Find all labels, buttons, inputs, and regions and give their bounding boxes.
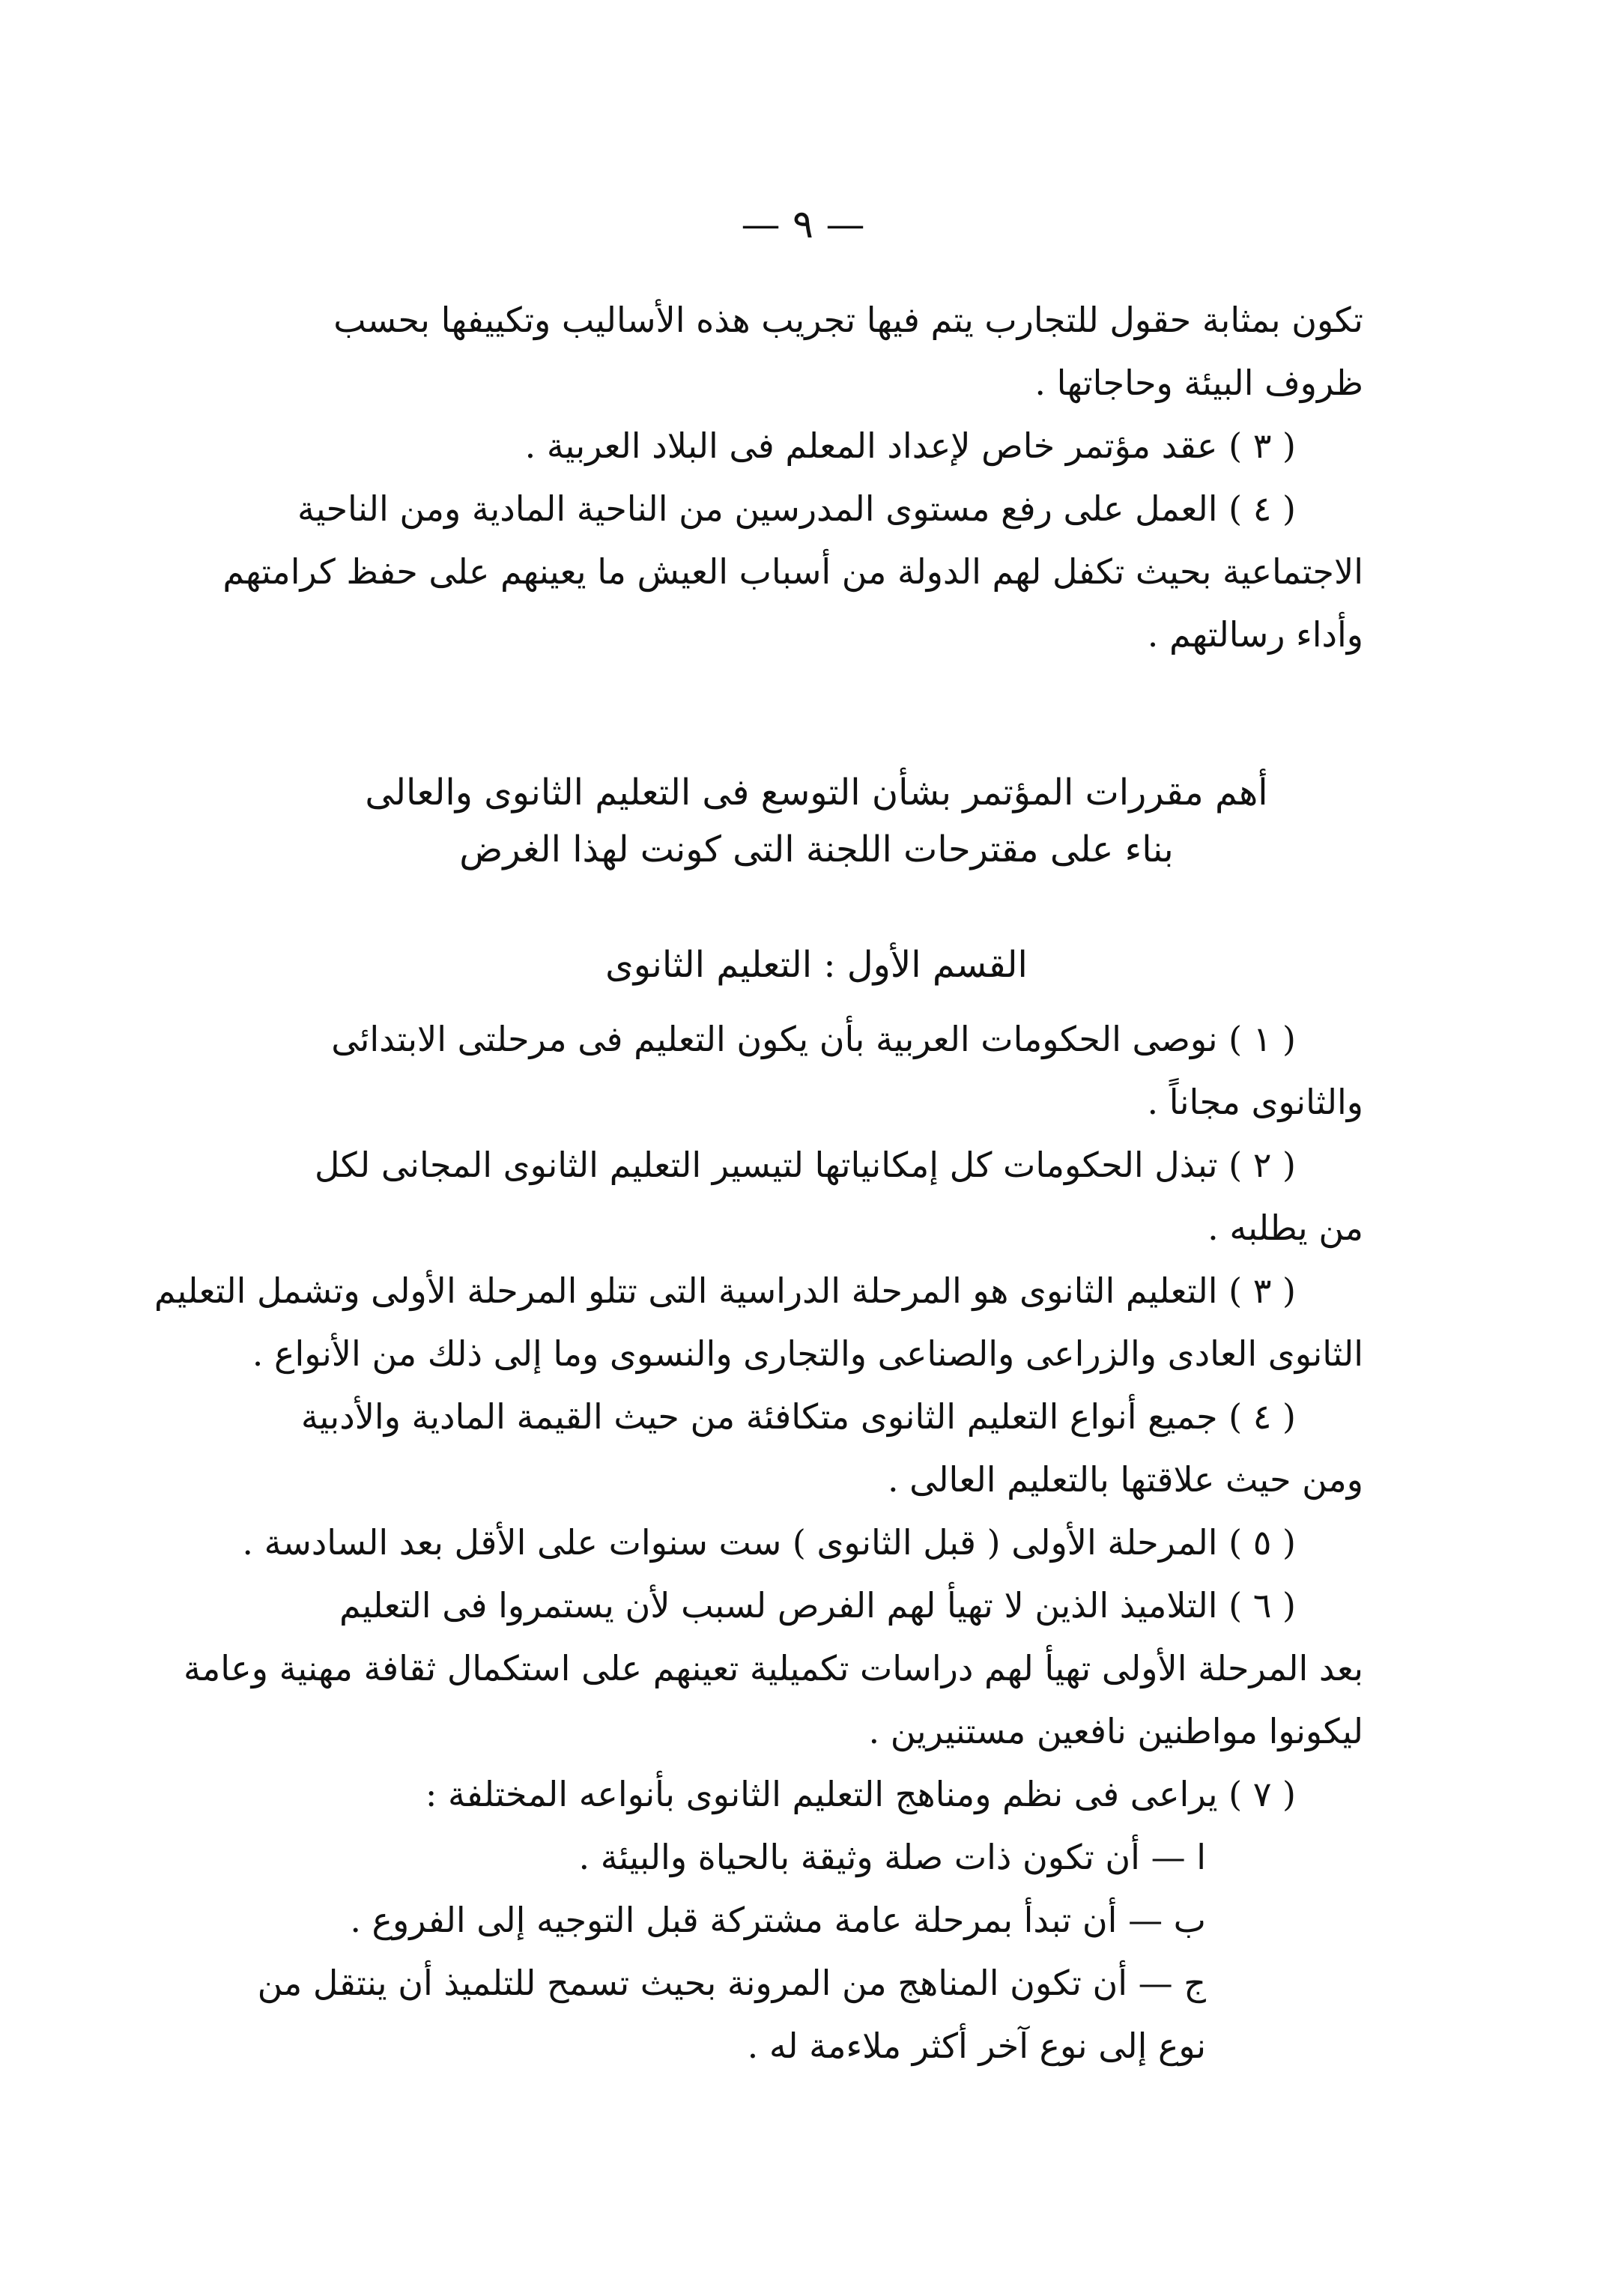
paragraph-line: والثانوى مجاناً . bbox=[1147, 1082, 1363, 1122]
intro-section bbox=[222, 288, 1363, 666]
sub-item: نوع إلى نوع آخر أكثر ملاءمة له . bbox=[747, 2026, 1206, 2066]
page-number: — ٩ — bbox=[741, 202, 865, 247]
paragraph-line: الاجتماعية بحيث تكفل لهم الدولة من أسباب العيش ما يعينهم على حفظ كرامتهم bbox=[222, 551, 1363, 592]
sub-item: ا — أن تكون ذات صلة وثيقة بالحياة والبيئة . bbox=[578, 1837, 1206, 1877]
list-item: ( ٢ ) تبذل الحكومات كل إمكانياتها لتيسير التعليم الثانوى المجانى لكل bbox=[314, 1145, 1296, 1185]
paragraph-line: الثانوى العادى والزراعى والصناعى والتجارى والنسوى وما إلى ذلك من الأنواع . bbox=[252, 1333, 1363, 1374]
paragraph-line: بعد المرحلة الأولى تهيأ لهم دراسات تكميلية تعينهم على استكمال ثقافة مهنية وعامة bbox=[183, 1648, 1363, 1688]
section-heading bbox=[270, 764, 1363, 878]
section-title: القسم الأول : التعليم الثانوى bbox=[605, 944, 1028, 986]
paragraph-line: ومن حيث علاقتها بالتعليم العالى . bbox=[887, 1459, 1363, 1500]
list-item: ( ٣ ) التعليم الثانوى هو المرحلة الدراسية التى تتلو المرحلة الأولى وتشمل التعليم bbox=[154, 1270, 1296, 1311]
paragraph-line: وأداء رسالتهم . bbox=[1147, 614, 1363, 655]
heading-line: بناء على مقترحات اللجنة التى كونت لهذا الغرض bbox=[459, 829, 1174, 870]
list-item: ( ٤ ) جميع أنواع التعليم الثانوى متكافئة من حيث القيمة المادية والأدبية bbox=[300, 1396, 1296, 1437]
paragraph-line: ليكونوا مواطنين نافعين مستنيرين . bbox=[868, 1711, 1363, 1751]
paragraph-line: ظروف البيئة وحاجاتها . bbox=[1034, 363, 1363, 403]
list-item: ( ١ ) نوصى الحكومات العربية بأن يكون التعليم فى مرحلتى الابتدائى bbox=[331, 1019, 1296, 1059]
paragraph-line: تكون بمثابة حقول للتجارب يتم فيها تجريب هذه الأساليب وتكييفها بحسب bbox=[333, 300, 1363, 340]
list-item: ( ٥ ) المرحلة الأولى ( قبل الثانوى ) ست سنوات على الأقل بعد السادسة . bbox=[242, 1522, 1296, 1563]
heading-line: أهم مقررات المؤتمر بشأن التوسع فى التعليم الثانوى والعالى bbox=[365, 772, 1268, 814]
list-item: ( ٤ ) العمل على رفع مستوى المدرسين من الناحية المادية ومن الناحية bbox=[297, 488, 1296, 529]
paragraph-line: من يطلبه . bbox=[1207, 1208, 1363, 1248]
items-section bbox=[154, 1008, 1363, 2077]
list-item: ( ٣ ) عقد مؤتمر خاص لإعداد المعلم فى البلاد العربية . bbox=[524, 425, 1296, 466]
list-item: ( ٦ ) التلاميذ الذين لا تهيأ لهم الفرص لسبب لأن يستمروا فى التعليم bbox=[339, 1585, 1296, 1626]
list-item: ( ٧ ) يراعى فى نظم ومناهج التعليم الثانوى بأنواعه المختلفة : bbox=[425, 1774, 1296, 1814]
sub-item: ب — أن تبدأ بمرحلة عامة مشتركة قبل التوجيه إلى الفروع . bbox=[350, 1900, 1206, 1940]
sub-item: ج — أن تكون المناهج من المرونة بحيث تسمح للتلميذ أن ينتقل من bbox=[257, 1963, 1206, 2003]
